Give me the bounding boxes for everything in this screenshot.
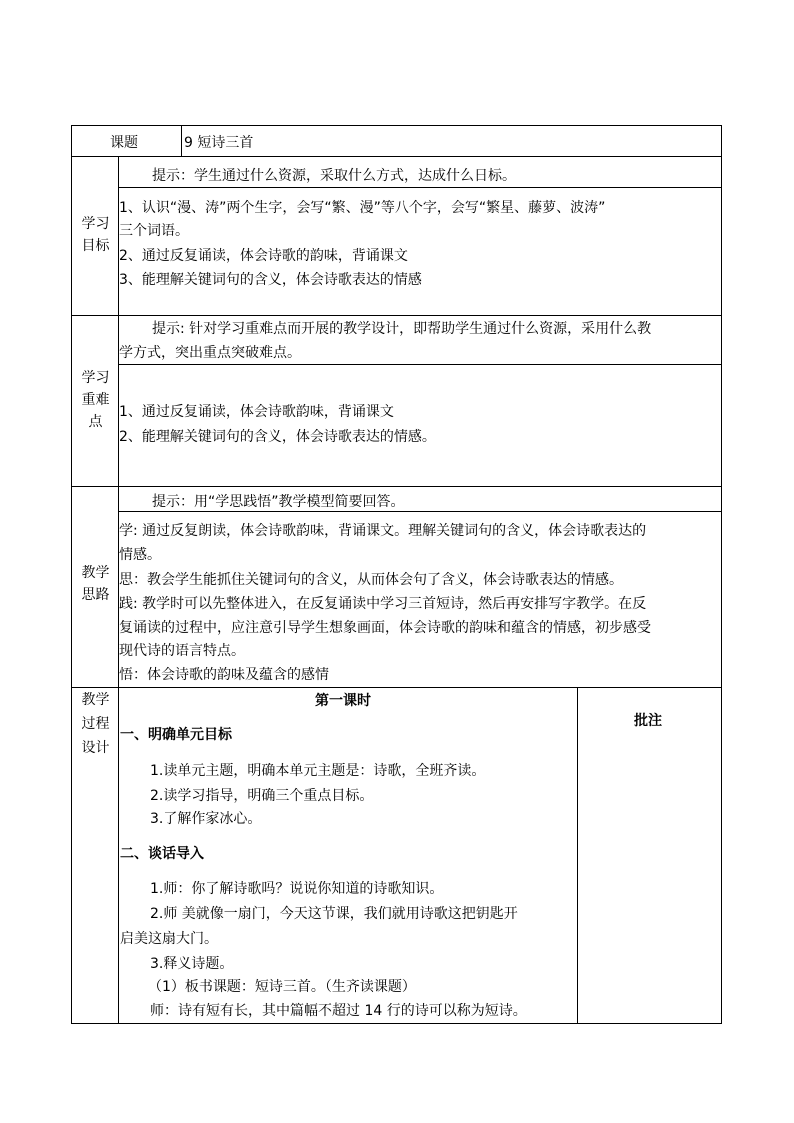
process-item: 1.读单元主题，明确本单元主题是：诗歌，全班齐读。	[150, 763, 486, 779]
section-heading: 二、谈话导入	[120, 846, 204, 862]
annotation-col-divider	[577, 687, 578, 1024]
approach-label: 教学 思路	[81, 565, 110, 603]
hint-divider	[118, 187, 722, 188]
topic-label: 课题	[110, 135, 138, 151]
approach-hint: 提示：用“学思践悟”教学模型简要回答。	[152, 494, 405, 510]
approach-line: 悟：体会诗歌的韵味及蕴含的感情	[119, 667, 329, 683]
section-heading: 一、明确单元目标	[120, 727, 232, 743]
approach-line: 现代诗的语言特点。	[119, 643, 245, 659]
goals-label: 学习 目标	[81, 216, 110, 254]
keypoint-item: 1、通过反复诵读，体会诗歌韵味，背诵课文	[119, 404, 394, 420]
process-item: 2.师 美就像一扇门，今天这节课，我们就用诗歌这把钥匙开	[150, 906, 518, 922]
row-divider	[71, 315, 722, 316]
process-item: 1.师：你了解诗歌吗？说说你知道的诗歌知识。	[150, 881, 444, 897]
process-item: 师：诗有短有长，其中篇幅不超过 14 行的诗可以称为短诗。	[150, 1003, 527, 1019]
approach-line: 践: 教学时可以先整体进入，在反复诵读中学习三首短诗，然后再安排写字教学。在反	[119, 596, 647, 612]
hint-divider	[118, 364, 722, 365]
goals-hint: 提示：学生通过什么资源，采取什么方式，达成什么日标。	[152, 168, 516, 184]
goal-item: 1、认识“漫、涛”两个生字，会写“繁、漫”等八个字，会写“繁星、藤萝、波涛”	[119, 200, 606, 216]
row-divider	[71, 156, 722, 157]
approach-line: 复诵读的过程中，应注意引导学生想象画面，体会诗歌的韵味和蕴含的情感，初步感受	[119, 620, 651, 636]
annotation-header: 批注	[634, 713, 662, 729]
process-label: 教学 过程 设计	[81, 692, 110, 756]
approach-line: 思：教会学生能抓住关键词句的含义，从而体会句了含义，体会诗歌表达的情感。	[119, 572, 623, 588]
lesson-period-title: 第一课时	[315, 693, 371, 709]
row-divider	[71, 486, 722, 487]
table-border-bottom	[71, 1023, 722, 1024]
row-divider	[71, 687, 722, 688]
keypoints-label: 学习 重难 点	[81, 370, 110, 430]
goal-item: 2、通过反复诵读，体会诗歌的韵味，背诵课文	[119, 248, 408, 264]
hint-divider	[118, 511, 722, 512]
process-item: 3.释义诗题。	[150, 956, 234, 972]
process-item: （1）板书课题：短诗三首。（生齐读课题）	[148, 979, 416, 995]
goal-item: 3、能理解关键词句的含义，体会诗歌表达的情感	[119, 272, 422, 288]
keypoints-hint: 提示: 针对学习重难点而开展的教学设计，即帮助学生通过什么资源，采用什么教	[152, 321, 652, 337]
approach-line: 学: 通过反复朗读，体会诗歌韵味，背诵课文。理解关键词句的含义，体会诗歌表达的	[119, 523, 647, 539]
table-border-right	[721, 125, 722, 1024]
table-border-top	[71, 125, 722, 126]
goal-item: 三个词语。	[119, 223, 189, 239]
process-item: 2.读学习指导，明确三个重点目标。	[150, 788, 374, 804]
approach-line: 情感。	[119, 547, 161, 563]
lesson-title: 9 短诗三首	[184, 135, 254, 151]
process-item: 启美这扇大门。	[120, 931, 218, 947]
header-col-divider	[181, 125, 182, 157]
keypoints-hint-continued: 学方式，突出重点突破难点。	[119, 345, 301, 361]
process-item: 3.了解作家冰心。	[150, 811, 262, 827]
keypoint-item: 2、能理解关键词句的含义，体会诗歌表达的情感。	[119, 429, 436, 445]
